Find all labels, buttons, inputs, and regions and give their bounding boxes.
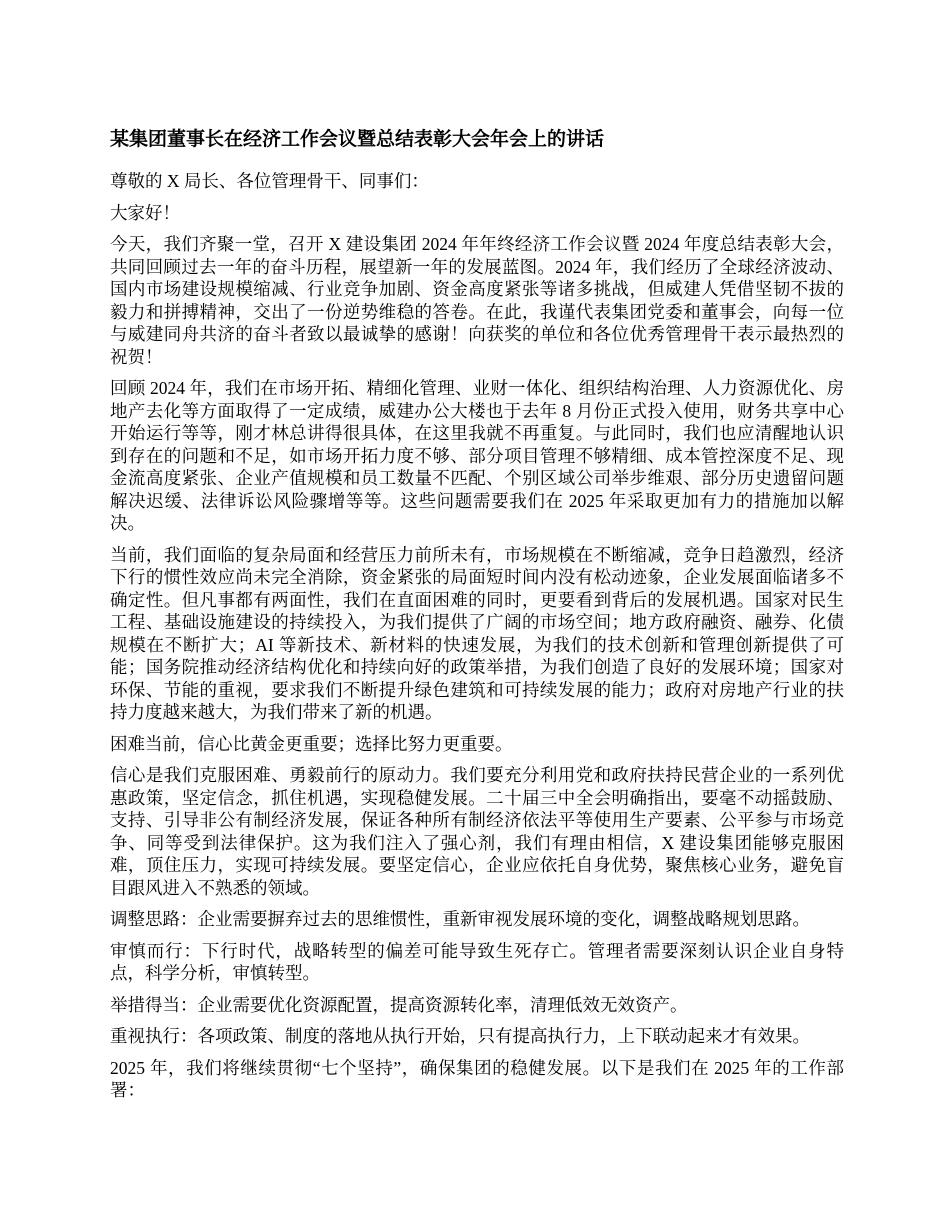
paragraph-greeting: 大家好！	[110, 202, 180, 223]
paragraph-2024-achievements-problems: 回顾 2024 年，我们在市场开拓、精细化管理、业财一体化、组织结构治理、人力资源优化、房地产去化等方面取得了一定成绩，威建办公大楼也于去年 8 月份正式投入使用，财务共享中心开始运行等等，刚才林总讲得很具体，在这里我就不再重复。与此同时，我们也应清醒地认识到存在的问题和不足，如市场开拓力度不够、部分项目管理不够精细、成本管控深度不足、现金流高度紧张、企业产值规模和员工数量不匹配、个别区域公司举步维艰、部分历史遗留问题解决迟缓、法律诉讼风险骤增等等。这些问题需要我们在 2025 年采取更加有力的措施加以解决。	[110, 378, 844, 533]
paragraph-confidence-motto: 困难当前，信心比黄金更重要；选择比努力更重要。	[110, 733, 513, 754]
paragraph-salutation: 尊敬的 X 局长、各位管理骨干、同事们：	[110, 171, 429, 191]
paragraph-opening-review: 今天，我们齐聚一堂，召开 X 建设集团 2024 年年终经济工作会议暨 2024 年度总结表彰大会，共同回顾过去一年的奋斗历程，展望新一年的发展蓝图。2024 年，我们经历了全球经济波动、国内市场建设规模缩减、行业竞争加剧、资金高度紧张等诸多挑战，但威建人凭借坚韧不拔的毅力和拼搏精神，交出了一份逆势维稳的答卷。在此，我谨代表集团党委和董事会，向每一位与威建同舟共济的奋斗者致以最诚挚的感谢！向获奖的单位和各位优秀管理骨干表示最热烈的祝贺！	[110, 234, 844, 367]
paragraph-confidence-policy: 信心是我们克服困难、勇毅前行的原动力。我们要充分利用党和政府扶持民营企业的一系列优惠政策，坚定信念，抓住机遇，实现稳健发展。二十届三中全会明确指出，要毫不动摇鼓励、支持、引导非公有制经济发展，保证各种所有制经济依法平等使用生产要素、公平参与市场竞争、同等受到法律保护。这为我们注入了强心剂，我们有理由相信，X 建设集团能够克服困难，顶住压力，实现可持续发展。要坚定信心，企业应依托自身优势，聚焦核心业务，避免盲目跟风进入不熟悉的领域。	[110, 765, 844, 898]
paragraph-2025-deployment-intro: 2025 年，我们将继续贯彻“七个坚持”，确保集团的稳健发展。以下是我们在 2025 年的工作部署：	[110, 1057, 844, 1100]
paragraph-value-execution: 重视执行：各项政策、制度的落地从执行开始，只有提高执行力，上下联动起来才有效果。	[110, 1026, 810, 1046]
paragraph-prudent-action: 审慎而行：下行时代，战略转型的偏差可能导致生死存亡。管理者需要深刻认识企业自身特点，科学分析，审慎转型。	[110, 940, 844, 983]
paragraph-proper-measures: 举措得当：企业需要优化资源配置，提高资源转化率，清理低效无效资产。	[110, 994, 688, 1015]
document-title: 某集团董事长在经济工作会议暨总结表彰大会年会上的讲话	[110, 129, 605, 150]
paragraph-adjust-thinking: 调整思路：企业需要摒弃过去的思维惯性，重新审视发展环境的变化，调整战略规划思路。	[110, 909, 810, 929]
paragraph-situation-opportunities: 当前，我们面临的复杂局面和经营压力前所未有，市场规模在不断缩减，竞争日趋激烈，经济下行的惯性效应尚未完全消除，资金紧张的局面短时间内没有松动迹象，企业发展面临诸多不确定性。但凡事都有两面性，我们在直面困难的同时，更要看到背后的发展机遇。国家对民生工程、基础设施建设的持续投入，为我们提供了广阔的市场空间；地方政府融资、融券、化债规模在不断扩大；AI 等新技术、新材料的快速发展，为我们的技术创新和管理创新提供了可能；国务院推动经济结构优化和持续向好的政策举措，为我们创造了良好的发展环境；国家对环保、节能的重视，要求我们不断提升绿色建筑和可持续发展的能力；政府对房地产行业的扶持力度越来越大，为我们带来了新的机遇。	[110, 544, 844, 722]
